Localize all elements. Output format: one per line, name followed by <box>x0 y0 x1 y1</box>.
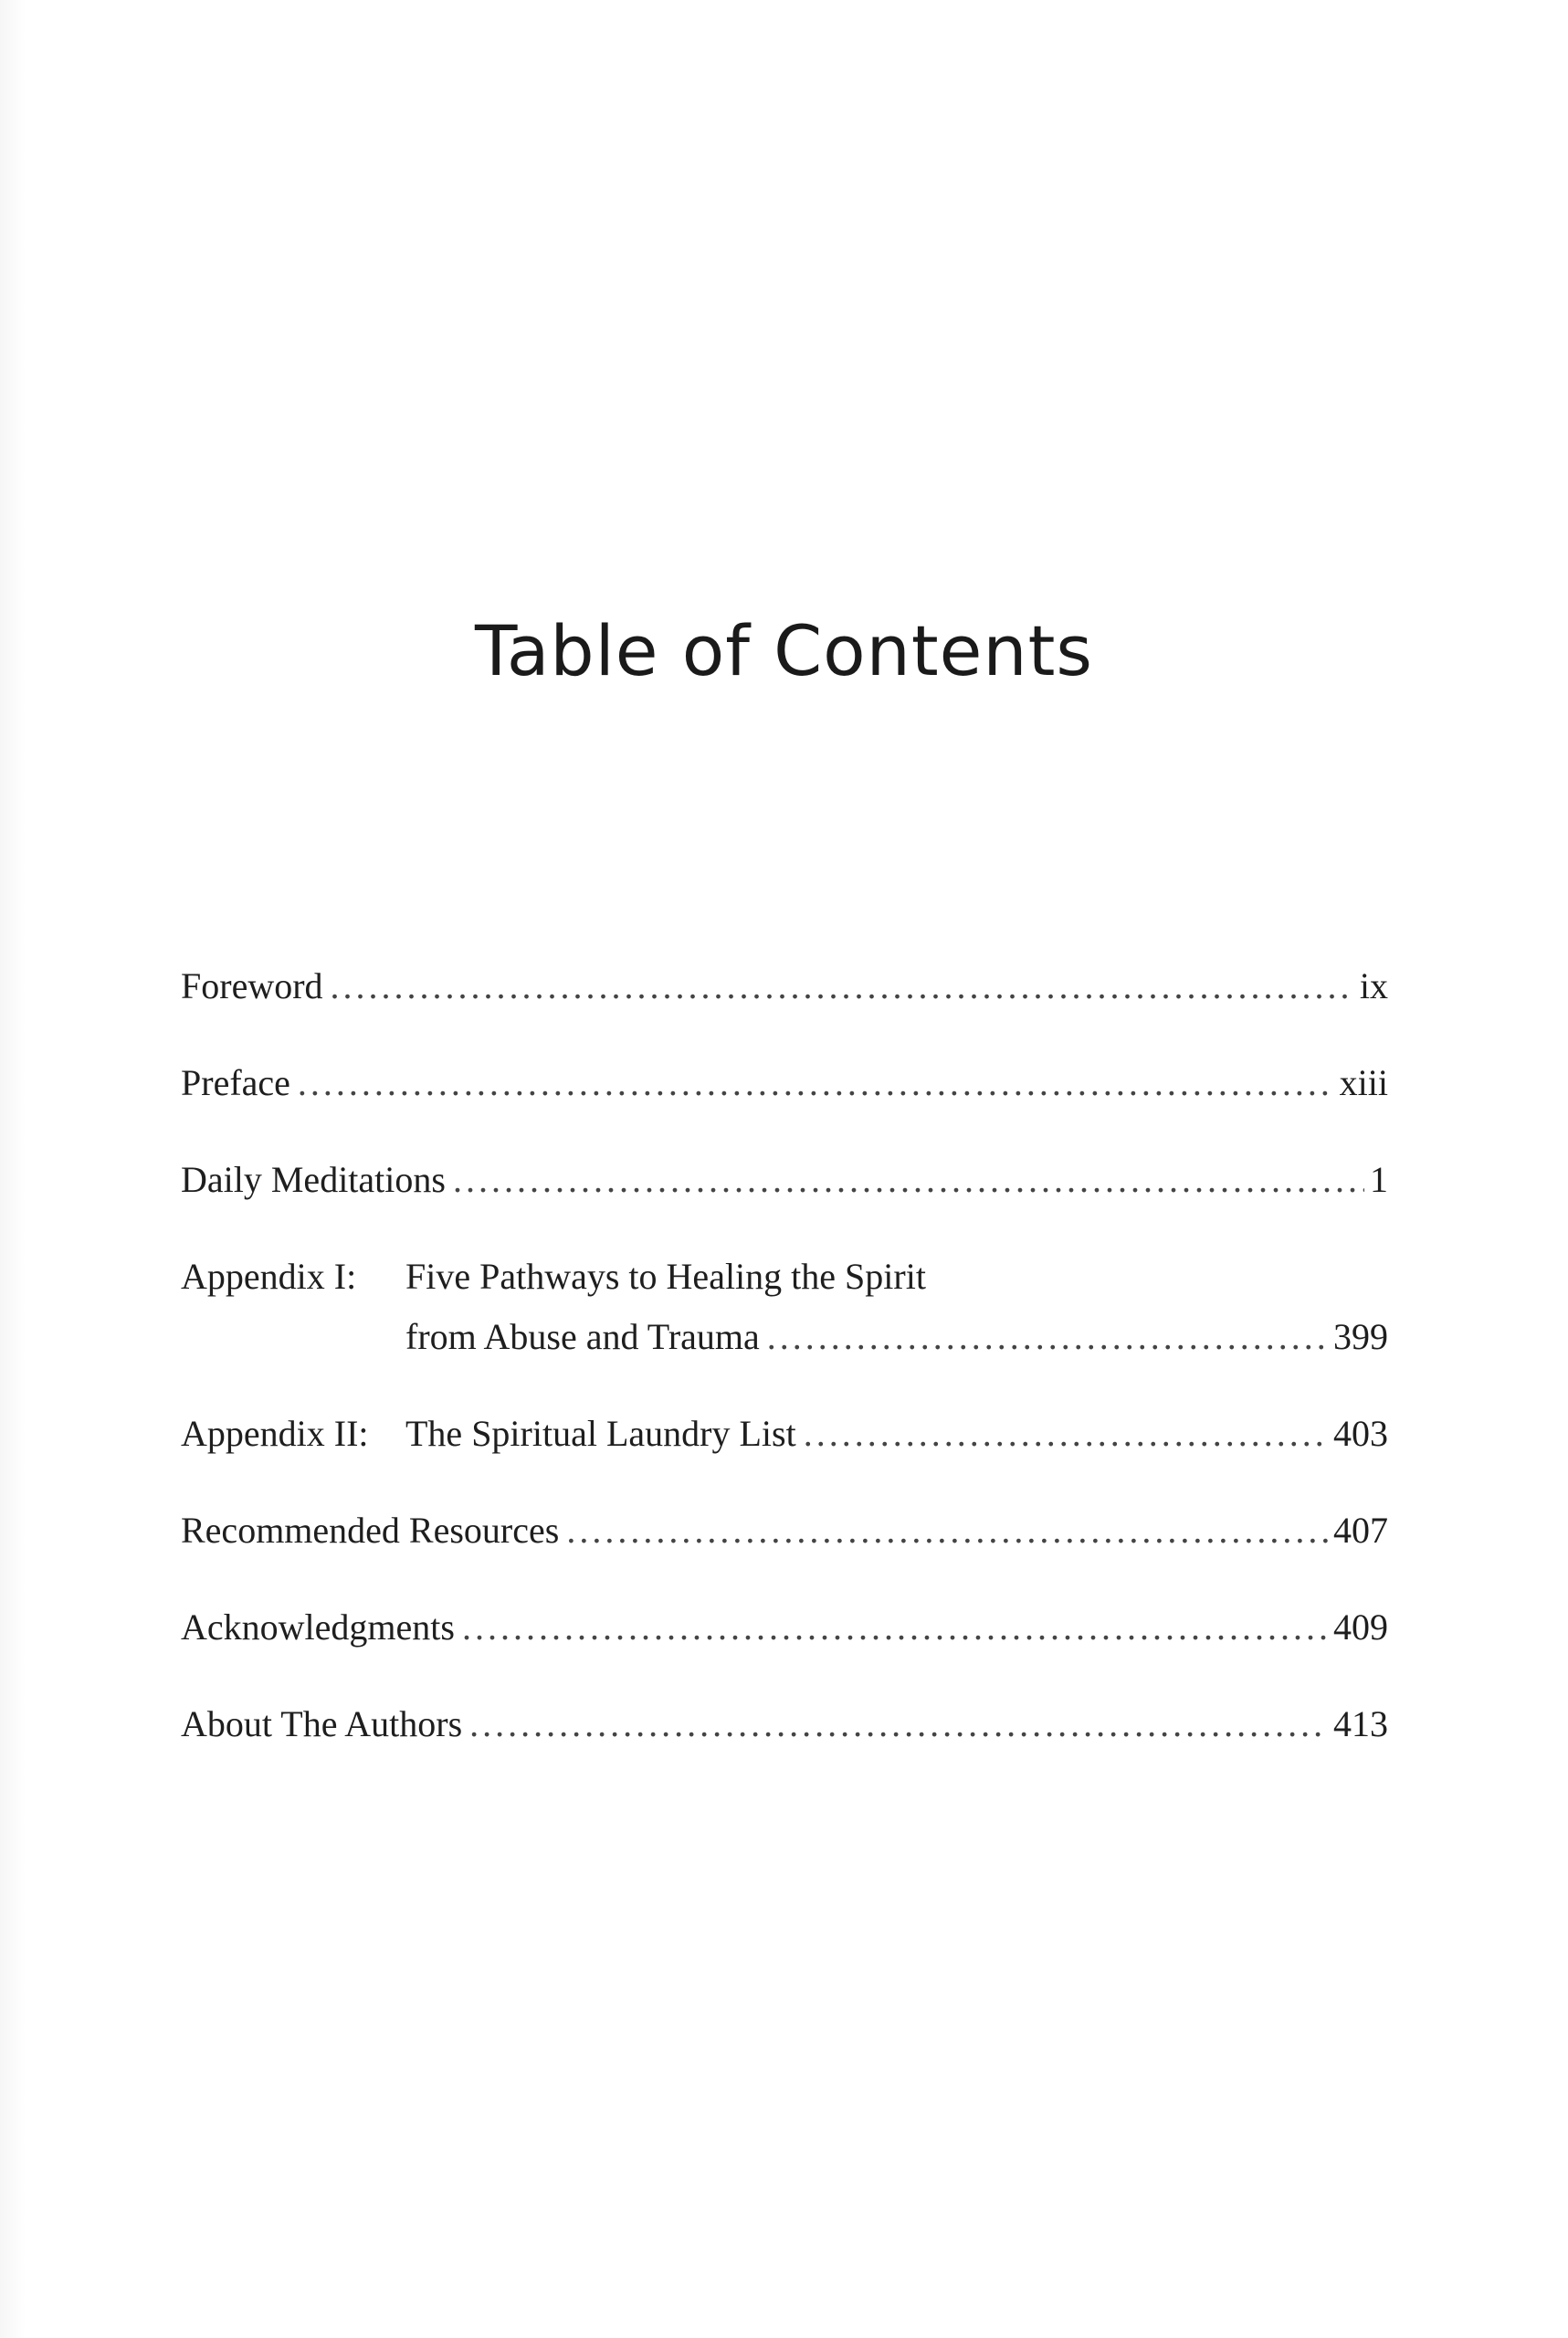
dot-leader <box>453 1157 1364 1203</box>
toc-entry-label: The Spiritual Laundry List <box>405 1413 796 1454</box>
toc-entry-label: About The Authors <box>181 1703 463 1744</box>
toc-entry-about-the-authors[interactable] <box>181 1701 1388 1747</box>
toc-entry-page: 403 <box>1333 1413 1388 1454</box>
toc-entry-label: Acknowledgments <box>181 1606 455 1648</box>
toc-entry-page: 407 <box>1333 1510 1388 1551</box>
toc-entry-label: Recommended Resources <box>181 1510 560 1551</box>
dot-leader <box>469 1701 1328 1747</box>
dot-leader <box>298 1060 1334 1106</box>
dot-leader <box>331 964 1354 1009</box>
dot-leader <box>804 1411 1328 1457</box>
toc-entry-page: 399 <box>1333 1316 1388 1357</box>
dot-leader <box>566 1508 1328 1553</box>
page-edge-shadow <box>0 0 26 2338</box>
toc-entry-label: Preface <box>181 1062 290 1103</box>
toc-entry-page: 409 <box>1333 1606 1388 1648</box>
dot-leader <box>767 1314 1328 1360</box>
toc-entry-daily-meditations[interactable] <box>181 1157 1388 1203</box>
toc-entry-label: Foreword <box>181 965 323 1006</box>
dot-leader <box>462 1605 1328 1650</box>
toc-entry-appendix-1-line2[interactable] <box>181 1314 1388 1360</box>
toc-entry-prefix: Appendix I: <box>181 1256 357 1297</box>
toc-entry-label: Five Pathways to Healing the Spirit <box>405 1256 926 1297</box>
toc-entry-page: ix <box>1359 965 1388 1006</box>
toc-entry-label: Daily Meditations <box>181 1159 446 1200</box>
toc-entry-page: 413 <box>1333 1703 1388 1744</box>
toc-entry-foreword[interactable] <box>181 964 1388 1009</box>
toc-entry-label-continued: from Abuse and Trauma <box>405 1316 760 1357</box>
toc-entry-appendix-1-line1[interactable] <box>181 1254 1388 1300</box>
toc-entry-appendix-2[interactable] <box>181 1411 1388 1457</box>
toc-entry-prefix: Appendix II: <box>181 1413 369 1454</box>
page-title: Table of Contents <box>475 610 1093 691</box>
toc-entry-acknowledgments[interactable] <box>181 1605 1388 1650</box>
toc-entry-page: 1 <box>1370 1159 1388 1200</box>
toc-entry-preface[interactable] <box>181 1060 1388 1106</box>
toc-entry-page: xiii <box>1339 1062 1388 1103</box>
toc-entry-recommended-resources[interactable] <box>181 1508 1388 1553</box>
